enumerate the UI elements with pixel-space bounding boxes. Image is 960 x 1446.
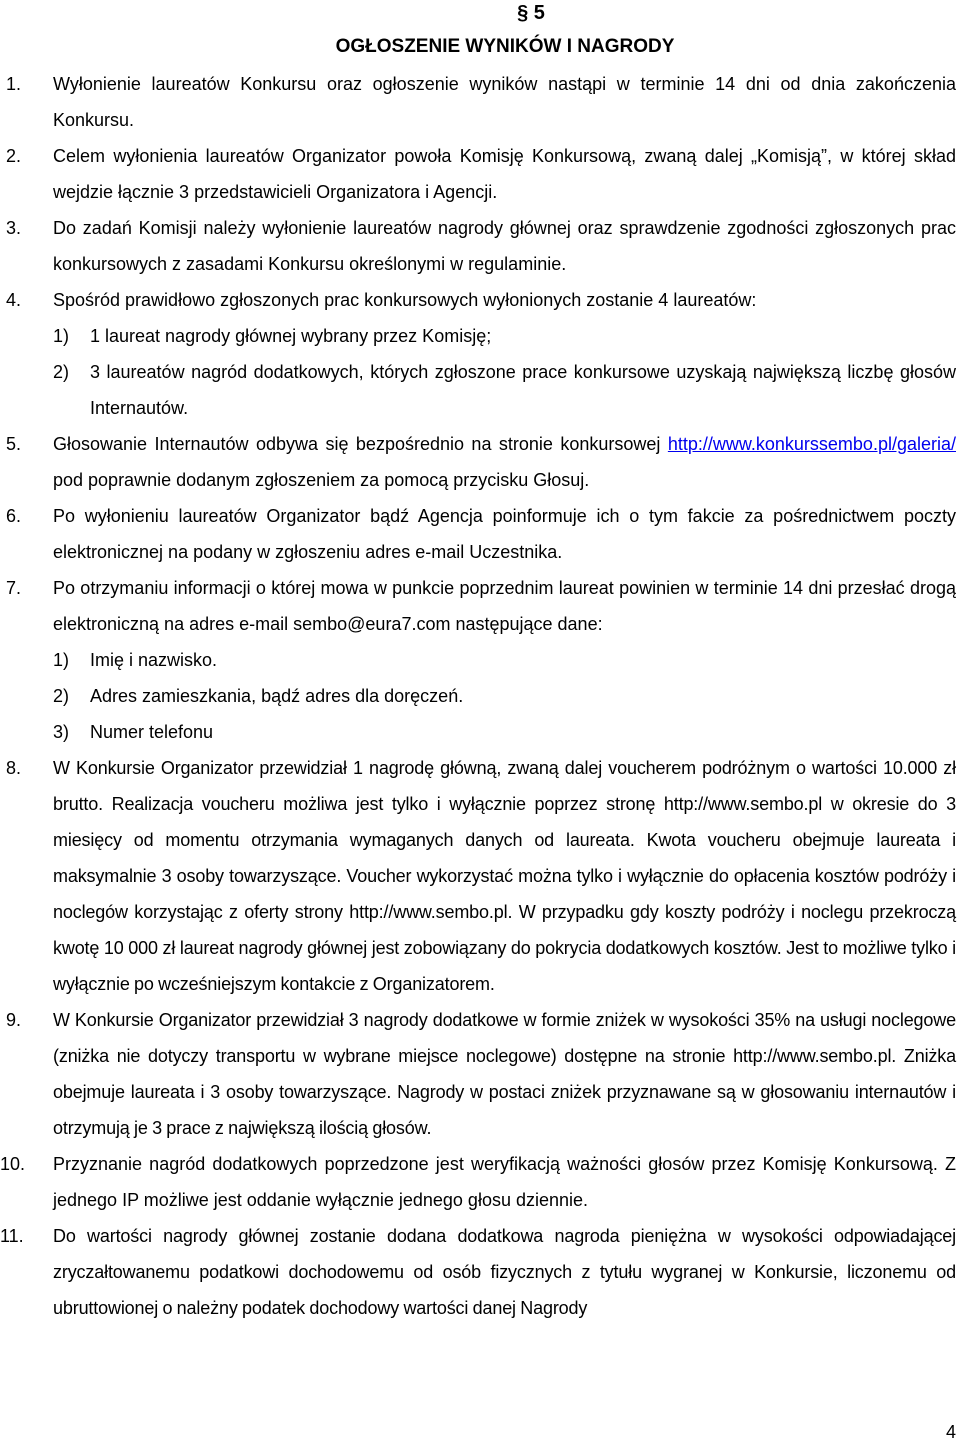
item-number: 6. [6,506,22,526]
item-text [53,426,956,498]
item-text-before-link: Głosowanie Internautów odbywa się bezpośrednio na stronie konkursowej [53,434,661,454]
item-number: 10. [0,1154,26,1174]
item-text: Do wartości nagrody głównej zostanie dodana dodatkowa nagroda pieniężna w wysokości odpowiadającej zryczałtowanemu podatkowi dochodowemu od osób fizycznych z tytułu wygranej w Konkursie, liczonemu od ubruttowionej o należny podatek dochodowy wartości danej Nagrody [53,1226,956,1318]
contest-gallery-link[interactable]: http://www.konkurssembo.pl/galeria/ [667,434,956,454]
sub-list-item [53,714,956,750]
sub-item-number: 1) [53,326,70,346]
sub-item-text: 1 laureat nagrody głównej wybrany przez Komisję; [90,326,492,346]
list-item [0,1002,956,1146]
page-number: 4 [945,1422,956,1442]
item-text: Po wyłonieniu laureatów Organizator bądź Agencja poinformuje ich o tym fakcie za pośrednictwem poczty elektronicznej na podany w zgłoszeniu adres e-mail Uczestnika. [53,506,956,562]
item-text: Przyznanie nagród dodatkowych poprzedzone jest weryfikacją ważności głosów przez Komisję Konkursową. Z jednego IP możliwe jest oddanie wyłącznie jednego głosu dziennie. [53,1154,956,1210]
item-number: 1. [6,74,22,94]
item-text: Spośród prawidłowo zgłoszonych prac konkursowych wyłonionych zostanie 4 laureatów: [53,290,757,310]
item-text: Celem wyłonienia laureatów Organizator powoła Komisję Konkursową, zwaną dalej „Komisją”, w której skład wejdzie łącznie 3 przedstawicieli Organizatora i Agencji. [53,146,956,202]
list-item [0,66,956,138]
item-number: 2. [6,146,22,166]
list-item [0,426,956,498]
list-item [0,210,956,282]
list-item [0,1218,956,1326]
item-text: W Konkursie Organizator przewidział 3 nagrody dodatkowe w formie zniżek w wysokości 35% na usługi noclegowe (zniżka nie dotyczy transportu w wybrane miejsce noclegowe) dostępne na stronie http://www.sembo.pl. Zniżka obejmuje laureata i 3 osoby towarzyszące. Nagrody w postaci zniżek przyznawane są w głosowaniu internautów i otrzymują je 3 prace z największą ilością głosów. [53,1010,956,1138]
rules-list [0,66,956,1326]
sub-item-number: 2) [53,686,70,706]
item-number: 9. [6,1010,22,1030]
sub-item-text: Numer telefonu [90,722,214,742]
item-text-after-link: pod poprawnie dodanym zgłoszeniem za pomocą przycisku Głosuj. [53,470,590,490]
section-number: § 5 [517,2,545,24]
list-item [0,570,956,750]
item-number: 7. [6,578,22,598]
list-item [0,1146,956,1218]
sub-item-number: 1) [53,650,70,670]
sub-item-text: Adres zamieszkania, bądź adres dla doręczeń. [90,686,464,706]
sub-list [53,642,956,750]
sub-list [53,318,956,426]
sub-list-item [53,354,956,426]
item-number: 8. [6,758,22,778]
list-item [0,498,956,570]
sub-item-text: Imię i nazwisko. [90,650,218,670]
sub-item-number: 3) [53,722,70,742]
item-text: Wyłonienie laureatów Konkursu oraz ogłoszenie wyników nastąpi w terminie 14 dni od dnia zakończenia Konkursu. [53,74,956,130]
list-item [0,282,956,426]
item-text: W Konkursie Organizator przewidział 1 nagrodę główną, zwaną dalej voucherem podróżnym o wartości 10.000 zł brutto. Realizacja voucheru możliwa jest tylko i wyłącznie poprzez stronę http://www.sembo.pl w okresie do 3 miesięcy od momentu otrzymania wymaganych danych od laureata. Kwota voucheru obejmuje laureata i maksymalnie 3 osoby towarzyszące. Voucher wykorzystać można tylko i wyłącznie do opłacenia kosztów podróży i noclegów korzystając z oferty strony http://www.sembo.pl. W przypadku gdy koszty podróży i noclegu przekroczą kwotę 10 000 zł laureat nagrody głównej jest zobowiązany do pokrycia dodatkowych kosztów. Jest to możliwe tylko i wyłącznie po wcześniejszym kontakcie z Organizatorem. [53,758,956,994]
sub-item-number: 2) [53,362,70,382]
item-number: 11. [0,1226,24,1246]
sub-item-text: 3 laureatów nagród dodatkowych, których zgłoszone prace konkursowe uzyskają największą liczbę głosów Internautów. [90,362,956,418]
sub-list-item [53,642,956,678]
list-item [0,138,956,210]
sub-list-item [53,318,956,354]
section-heading: OGŁOSZENIE WYNIKÓW I NAGRODY [335,36,675,57]
sub-list-item [53,678,956,714]
item-number: 5. [6,434,22,454]
list-item [0,750,956,1002]
item-text: Po otrzymaniu informacji o której mowa w punkcie poprzednim laureat powinien w terminie 14 dni przesłać drogą elektroniczną na adres e-mail sembo@eura7.com następujące dane: [53,578,956,634]
item-text: Do zadań Komisji należy wyłonienie laureatów nagrody głównej oraz sprawdzenie zgodności zgłoszonych prac konkursowych z zasadami Konkursu określonymi w regulaminie. [53,218,956,274]
item-number: 4. [6,290,22,310]
item-number: 3. [6,218,22,238]
